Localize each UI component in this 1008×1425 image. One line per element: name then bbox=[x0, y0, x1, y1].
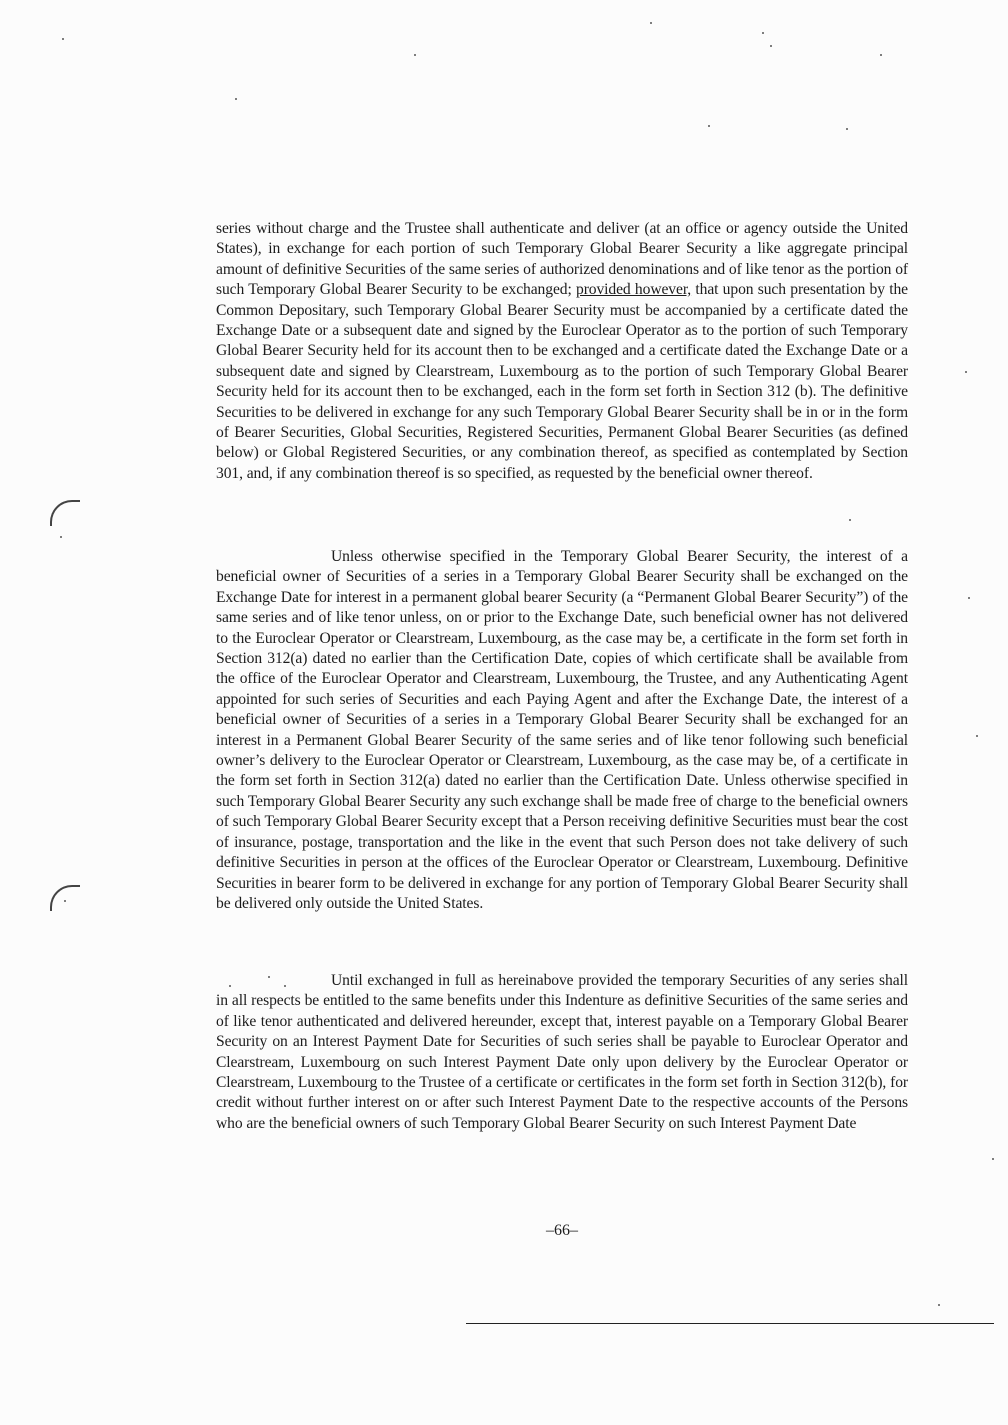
scan-speck bbox=[268, 976, 270, 978]
binding-hole-mark-lower bbox=[50, 885, 80, 911]
scan-speck bbox=[650, 22, 652, 24]
paragraph-1-text-end: that upon such presentation by the Common Depositary, such Temporary Global Bearer Security must be accompanied by a certificate dated the Exchange Date or a subsequent date and signed by the Euroclear Operator as to the portion of such Temporary Global Bearer Security held for its account then to be exchanged and a certificate dated the Exchange Date or a subsequent date and signed by Clearstream, Luxembourg as to the portion of such Temporary Global Bearer Security held for its account then to be exchanged, each in the form set forth in Section 312 (b). The definitive Securities to be delivered in exchange for any such Temporary Global Bearer Security shall be in or in the form of Bearer Securities, Global Securities, Registered Securities, Permanent Global Bearer Securities (as defined below) or Global Registered Securities, or any combination thereof, as specified as contemplated by Section 301, and, if any combination thereof is so specified, as requested by the beneficial owner thereof. bbox=[216, 281, 908, 482]
scan-speck bbox=[235, 98, 237, 100]
scan-speck bbox=[770, 45, 772, 47]
scan-speck bbox=[965, 371, 967, 373]
paragraph-1-text-start: series without charge and the Trustee shall authenticate and deliver (at an office or agency outside the United States), in exchange for each portion of such Temporary Global Bearer Security a like aggregate principal amount of definitive Securities of the same series of authorized denominations and of like tenor as the portion of such Temporary Global Bearer Security to be exchanged; bbox=[216, 220, 908, 299]
paragraph-3: Until exchanged in full as hereinabove provided the temporary Securities of any series shall in all respects be entitled to the same benefits under this Indenture as definitive Securities of the same series and of like tenor authenticated and delivered hereunder, except that, interest payable on a Temporary Global Bearer Security on an Interest Payment Date for Securities of such series shall be payable to Euroclear Operator and Clearstream, Luxembourg on such Interest Payment Date only upon delivery by the Euroclear Operator or Clearstream, Luxembourg to the Trustee of a certificate or certificates in the form set forth in Section 312(b), for credit without further interest on or after such Interest Payment Date to the respective accounts of the Persons who are the beneficial owners of such Temporary Global Bearer Security on such Interest Payment Date bbox=[216, 972, 908, 1132]
footer-rule bbox=[466, 1323, 994, 1324]
scan-speck bbox=[846, 128, 848, 130]
paragraph-1 bbox=[216, 219, 908, 484]
paragraph-2: Unless otherwise specified in the Temporary Global Bearer Security, the interest of a beneficial owner of Securities of a series in a Temporary Global Bearer Security shall be exchanged on the Exchange Date for interest in a permanent global bearer Security (a “Permanent Global Bearer Security”) of the same series and of like tenor unless, on or prior to the Exchange Date, such beneficial owner has not delivered to the Euroclear Operator or Clearstream, Luxembourg, as the case may be, a certificate in the form set forth in Section 312(a) dated no earlier than the Certification Date, copies of which certificate shall be available from the office of the Euroclear Operator and Clearstream, Luxembourg, the Trustee, and any Authenticating Agent appointed for such series of Securities and each Paying Agent and after the Exchange Date, the interest of a beneficial owner of Securities of a series in a Temporary Global Bearer Security shall be exchanged for an interest in a Permanent Global Bearer Security of the same series and of like tenor following such beneficial owner’s delivery to the Euroclear Operator or Clearstream, Luxembourg, as the case may be, of a certificate in the form set forth in Section 312(a) dated no earlier than the Certification Date. Unless otherwise specified in such Temporary Global Bearer Security any such exchange shall be made free of charge to the beneficial owners of such Temporary Global Bearer Security except that a Person receiving definitive Securities must bear the cost of insurance, postage, transportation and the like in the event that such Person does not take delivery of such definitive Securities in person at the offices of the Euroclear Operator or Clearstream, Luxembourg. Definitive Securities in bearer form to be delivered in exchange for any portion of Temporary Global Bearer Security shall be delivered only outside the United States. bbox=[216, 548, 908, 912]
scan-speck bbox=[708, 125, 710, 127]
scan-speck bbox=[849, 519, 851, 521]
scan-speck bbox=[229, 985, 231, 987]
page-number: –66– bbox=[546, 1222, 578, 1239]
scan-speck bbox=[60, 536, 62, 538]
scan-speck bbox=[968, 597, 970, 599]
provided-however-phrase: provided however, bbox=[576, 281, 692, 299]
scan-speck bbox=[880, 54, 882, 56]
scan-speck bbox=[938, 1304, 940, 1306]
scan-speck bbox=[992, 1158, 994, 1160]
scan-speck bbox=[762, 32, 764, 34]
scan-speck bbox=[284, 985, 286, 987]
scan-speck bbox=[64, 900, 66, 902]
scan-speck bbox=[414, 54, 416, 56]
scan-speck bbox=[62, 38, 64, 40]
scan-speck bbox=[976, 735, 978, 737]
binding-hole-mark-upper bbox=[50, 500, 80, 526]
